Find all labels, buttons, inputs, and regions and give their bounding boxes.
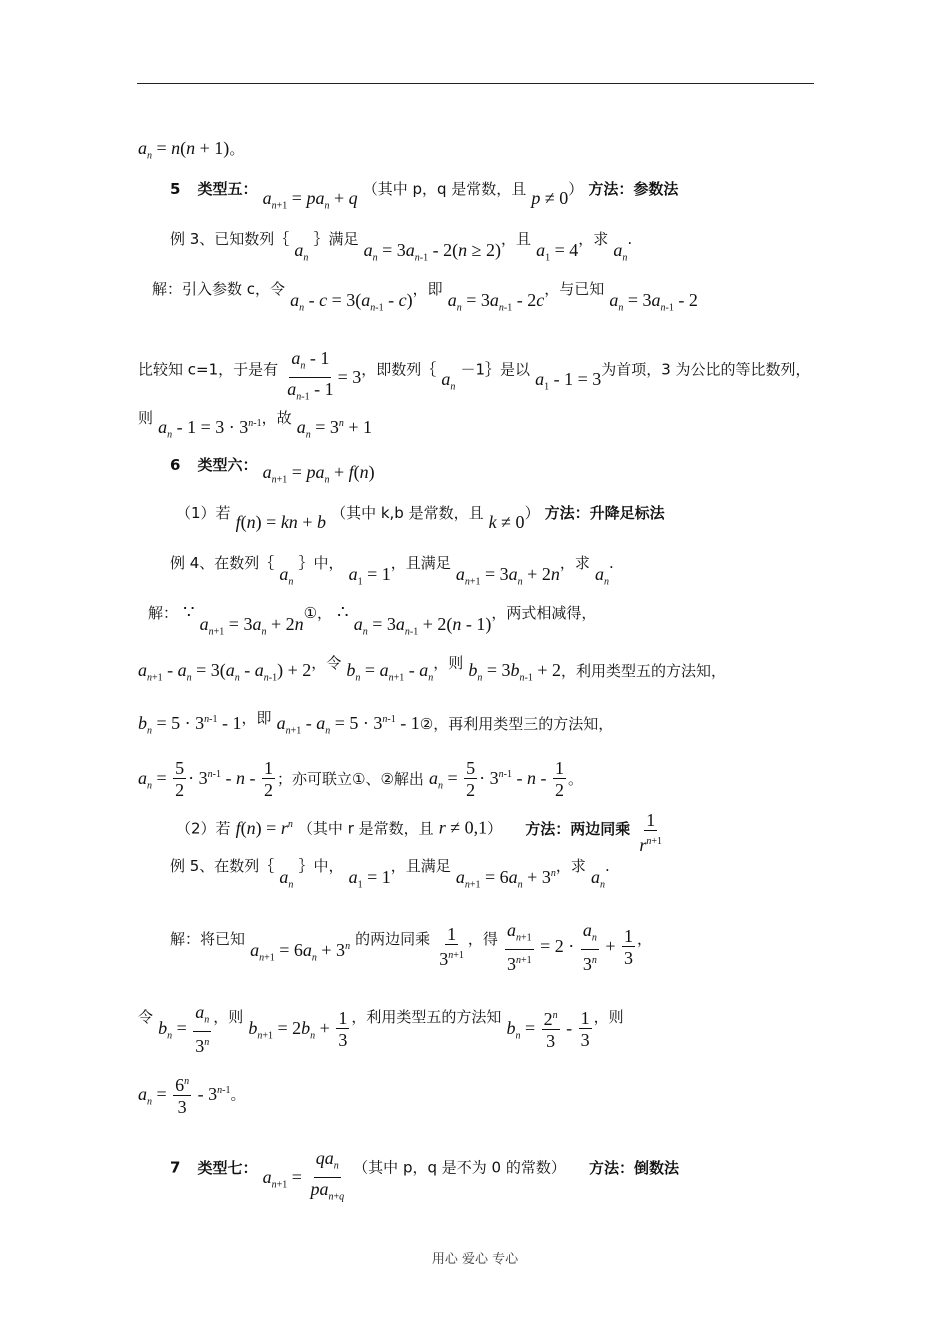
- example-3-statement: 例 3、已知数列｛ $a_n$ ｝满足 $a_n = 3a_{n-1} - 2(n \ge 2)$，且 $a_1 = 4$，求 $a_n$.: [170, 230, 633, 264]
- section-5-heading: 5 类型五： $a_{n+1} = pa_n + q$ （其中 p，q 是常数，且 p ≠ 0） 方法：参数法: [170, 180, 679, 212]
- section-7-heading: 7 类型七： $a_{n+1}$ = $\frac{qa_n}{pa_{n+q}}$ （其中 p，q 是不为 0 的常数） 方法：倒数法: [170, 1148, 679, 1203]
- example-4-statement: 例 4、在数列｛ $a_n$ ｝中， $a_1 = 1$，且满足 $a_{n+1} = 3a_n + 2n$，求 $a_n$.: [170, 554, 614, 588]
- example-5-statement: 例 5、在数列｛ $a_n$ ｝中， $a_1 = 1$，且满足 $a_{n+1} = 6a_n + 3^n$，求 $a_n$.: [170, 857, 610, 891]
- solution-5-line-1: 解：将已知 $a_{n+1} = 6a_n + 3^n$ 的两边同乘 $\frac{1}{3^{n+1}}$ ，得 $\frac{a_{n+1}}{3^{n+1}}$ = 2 · $\frac{a_n}{3^n}$ + $\frac{1}{3}$ ，: [170, 920, 652, 974]
- header-rule: [137, 83, 814, 84]
- section-6-case-1: （1）若 f(n) = kn + b （其中 k,b 是常数，且 k ≠ 0） 方法：升降足标法: [176, 504, 665, 532]
- formula-result-prev: $a_n = n(n + 1)$。: [138, 138, 245, 162]
- solution-3-line-1: 解：引入参数 c，令 $a_n - c = 3(a_{n-1} - c)$，即 $a_n = 3a_{n-1} - 2c$，与已知 $a_n = 3a_{n-1} - 2$: [152, 280, 698, 314]
- solution-4-line-3: $b_n = 5 \cdot 3^{n-1} - 1$，即 $a_{n+1} - a_n = 5 \cdot 3^{n-1}$ - 1②，再利用类型三的方法知，: [138, 709, 614, 737]
- solution-4-line-2: $a_{n+1} - a_n = 3(a_n - a_{n-1}) + 2$，令 $b_n = a_{n+1} - a_n$，则 $b_n = 3b_{n-1} + 2$，利用类型五的方法知，: [138, 654, 726, 684]
- section-6-heading: 6 类型六： $a_{n+1} = pa_n + f(n)$: [170, 456, 375, 486]
- solution-5-line-2: 令 $b_n$ = $\frac{a_n}{3^n}$ ，则 $b_{n+1} = 2b_n$ + $\frac{1}{3}$ ，利用类型五的方法知 $b_n$ = $\frac{2^n}{3}$ - $\frac{1}{3}$ ，则: [138, 1002, 624, 1056]
- solution-5-result: $a_n$ = $\frac{6^n}{3}$ - 3$^{n-1}$。: [138, 1072, 246, 1118]
- solution-3-line-2: 比较知 c=1，于是有 $\frac{a_n - 1}{a_{n-1} - 1}$ = 3，即数列｛ $a_n$ －1｝是以 $a_1 - 1 = 3$为首项，3 为公比的等比数列，: [138, 348, 811, 403]
- section-6-case-2: （2）若 $f(n) = r^n$ （其中 r 是常数，且 r ≠ 0,1） 方法：两边同乘 $\frac{1}{r^{n+1}}$: [176, 810, 663, 855]
- solution-4-line-1: 解： ∵ $a_{n+1} = 3a_n$ + 2n①， ∴ $a_n = 3a_{n-1} + 2(n - 1)$，两式相减得，: [148, 602, 597, 638]
- solution-4-line-4: $a_n$ = $\frac{5}{2}$ · $3^{n-1}$ - n - $\frac{1}{2}$ ；亦可联立①、②解出 $a_n$ = $\frac{5}{2}$ · $3^{n-1}$ - n - $\frac{1}{2}$ 。: [138, 758, 584, 800]
- solution-3-line-3: 则 $a_n - 1 = 3 \cdot 3^{n-1}$，故 $a_n = 3^n + 1$: [138, 409, 373, 441]
- page-footer: 用心 爱心 专心: [431, 1252, 519, 1267]
